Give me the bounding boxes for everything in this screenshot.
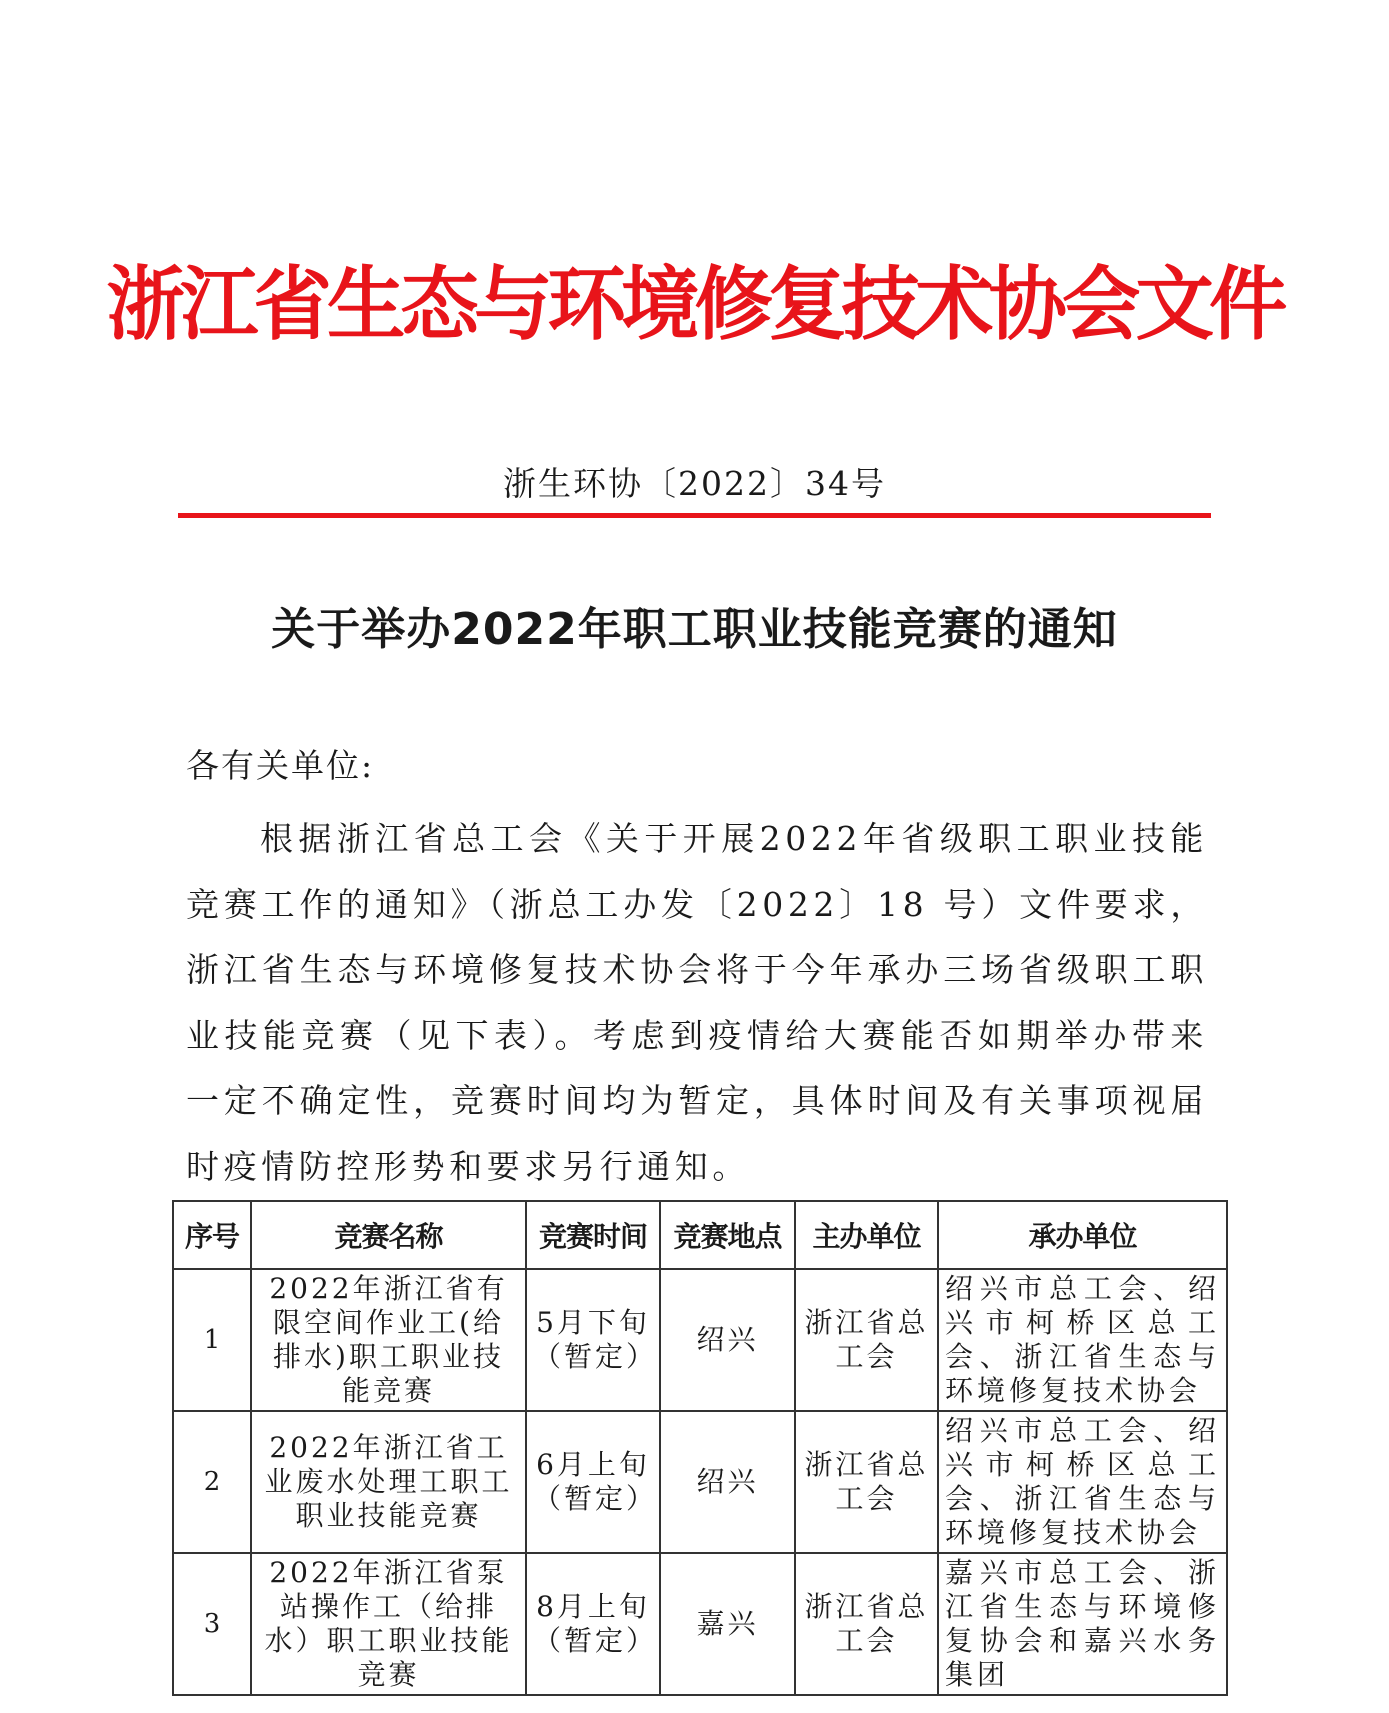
salutation: 各有关单位: bbox=[186, 746, 375, 785]
red-divider bbox=[178, 513, 1211, 518]
table-header-row bbox=[173, 1201, 1227, 1269]
cell-time: 8月上旬（暂定） bbox=[526, 1553, 660, 1695]
header-seq: 序号 bbox=[173, 1201, 251, 1269]
header-organizer: 承办单位 bbox=[938, 1201, 1227, 1269]
cell-location: 绍兴 bbox=[660, 1411, 795, 1553]
cell-organizer: 绍兴市总工会、绍兴市柯桥区总工会、浙江省生态与环境修复技术协会 bbox=[938, 1411, 1227, 1553]
table-row bbox=[173, 1269, 1227, 1411]
cell-time: 6月上旬（暂定） bbox=[526, 1411, 660, 1553]
cell-host: 浙江省总工会 bbox=[795, 1553, 938, 1695]
cell-organizer: 嘉兴市总工会、浙江省生态与环境修复协会和嘉兴水务集团 bbox=[938, 1553, 1227, 1695]
table-row bbox=[173, 1553, 1227, 1695]
header-location: 竞赛地点 bbox=[660, 1201, 795, 1269]
competition-table-wrapper bbox=[172, 1200, 1226, 1696]
cell-location: 绍兴 bbox=[660, 1269, 795, 1411]
cell-organizer: 绍兴市总工会、绍兴市柯桥区总工会、浙江省生态与环境修复技术协会 bbox=[938, 1269, 1227, 1411]
table-row bbox=[173, 1411, 1227, 1553]
cell-seq: 2 bbox=[173, 1411, 251, 1553]
cell-seq: 3 bbox=[173, 1553, 251, 1695]
cell-seq: 1 bbox=[173, 1269, 251, 1411]
cell-name: 2022年浙江省工业废水处理工职工职业技能竞赛 bbox=[251, 1411, 526, 1553]
body-paragraph: 根据浙江省总工会《关于开展2022年省级职工职业技能竞赛工作的通知》（浙总工办发〔2022〕18 号）文件要求，浙江省生态与环境修复技术协会将于今年承办三场省级职工职业技能竞赛（见下表）。考虑到疫情给大赛能否如期举办带来一定不确定性，竞赛时间均为暂定，具体时间及有关事项视届时疫情防控形势和要求另行通知。 bbox=[186, 819, 1208, 1186]
competition-table bbox=[172, 1200, 1228, 1696]
cell-name: 2022年浙江省泵站操作工（给排水）职工职业技能竞赛 bbox=[251, 1553, 526, 1695]
cell-host: 浙江省总工会 bbox=[795, 1411, 938, 1553]
cell-time: 5月下旬（暂定） bbox=[526, 1269, 660, 1411]
document-number: 浙生环协〔2022〕34号 bbox=[503, 464, 886, 503]
header-name: 竞赛名称 bbox=[251, 1201, 526, 1269]
cell-location: 嘉兴 bbox=[660, 1553, 795, 1695]
header-time: 竞赛时间 bbox=[526, 1201, 660, 1269]
cell-host: 浙江省总工会 bbox=[795, 1269, 938, 1411]
notice-title: 关于举办2022年职工职业技能竞赛的通知 bbox=[271, 604, 1118, 655]
issuer-title: 浙江省生态与环境修复技术协会文件 bbox=[106, 258, 1283, 351]
cell-name: 2022年浙江省有限空间作业工(给排水)职工职业技能竞赛 bbox=[251, 1269, 526, 1411]
header-host: 主办单位 bbox=[795, 1201, 938, 1269]
